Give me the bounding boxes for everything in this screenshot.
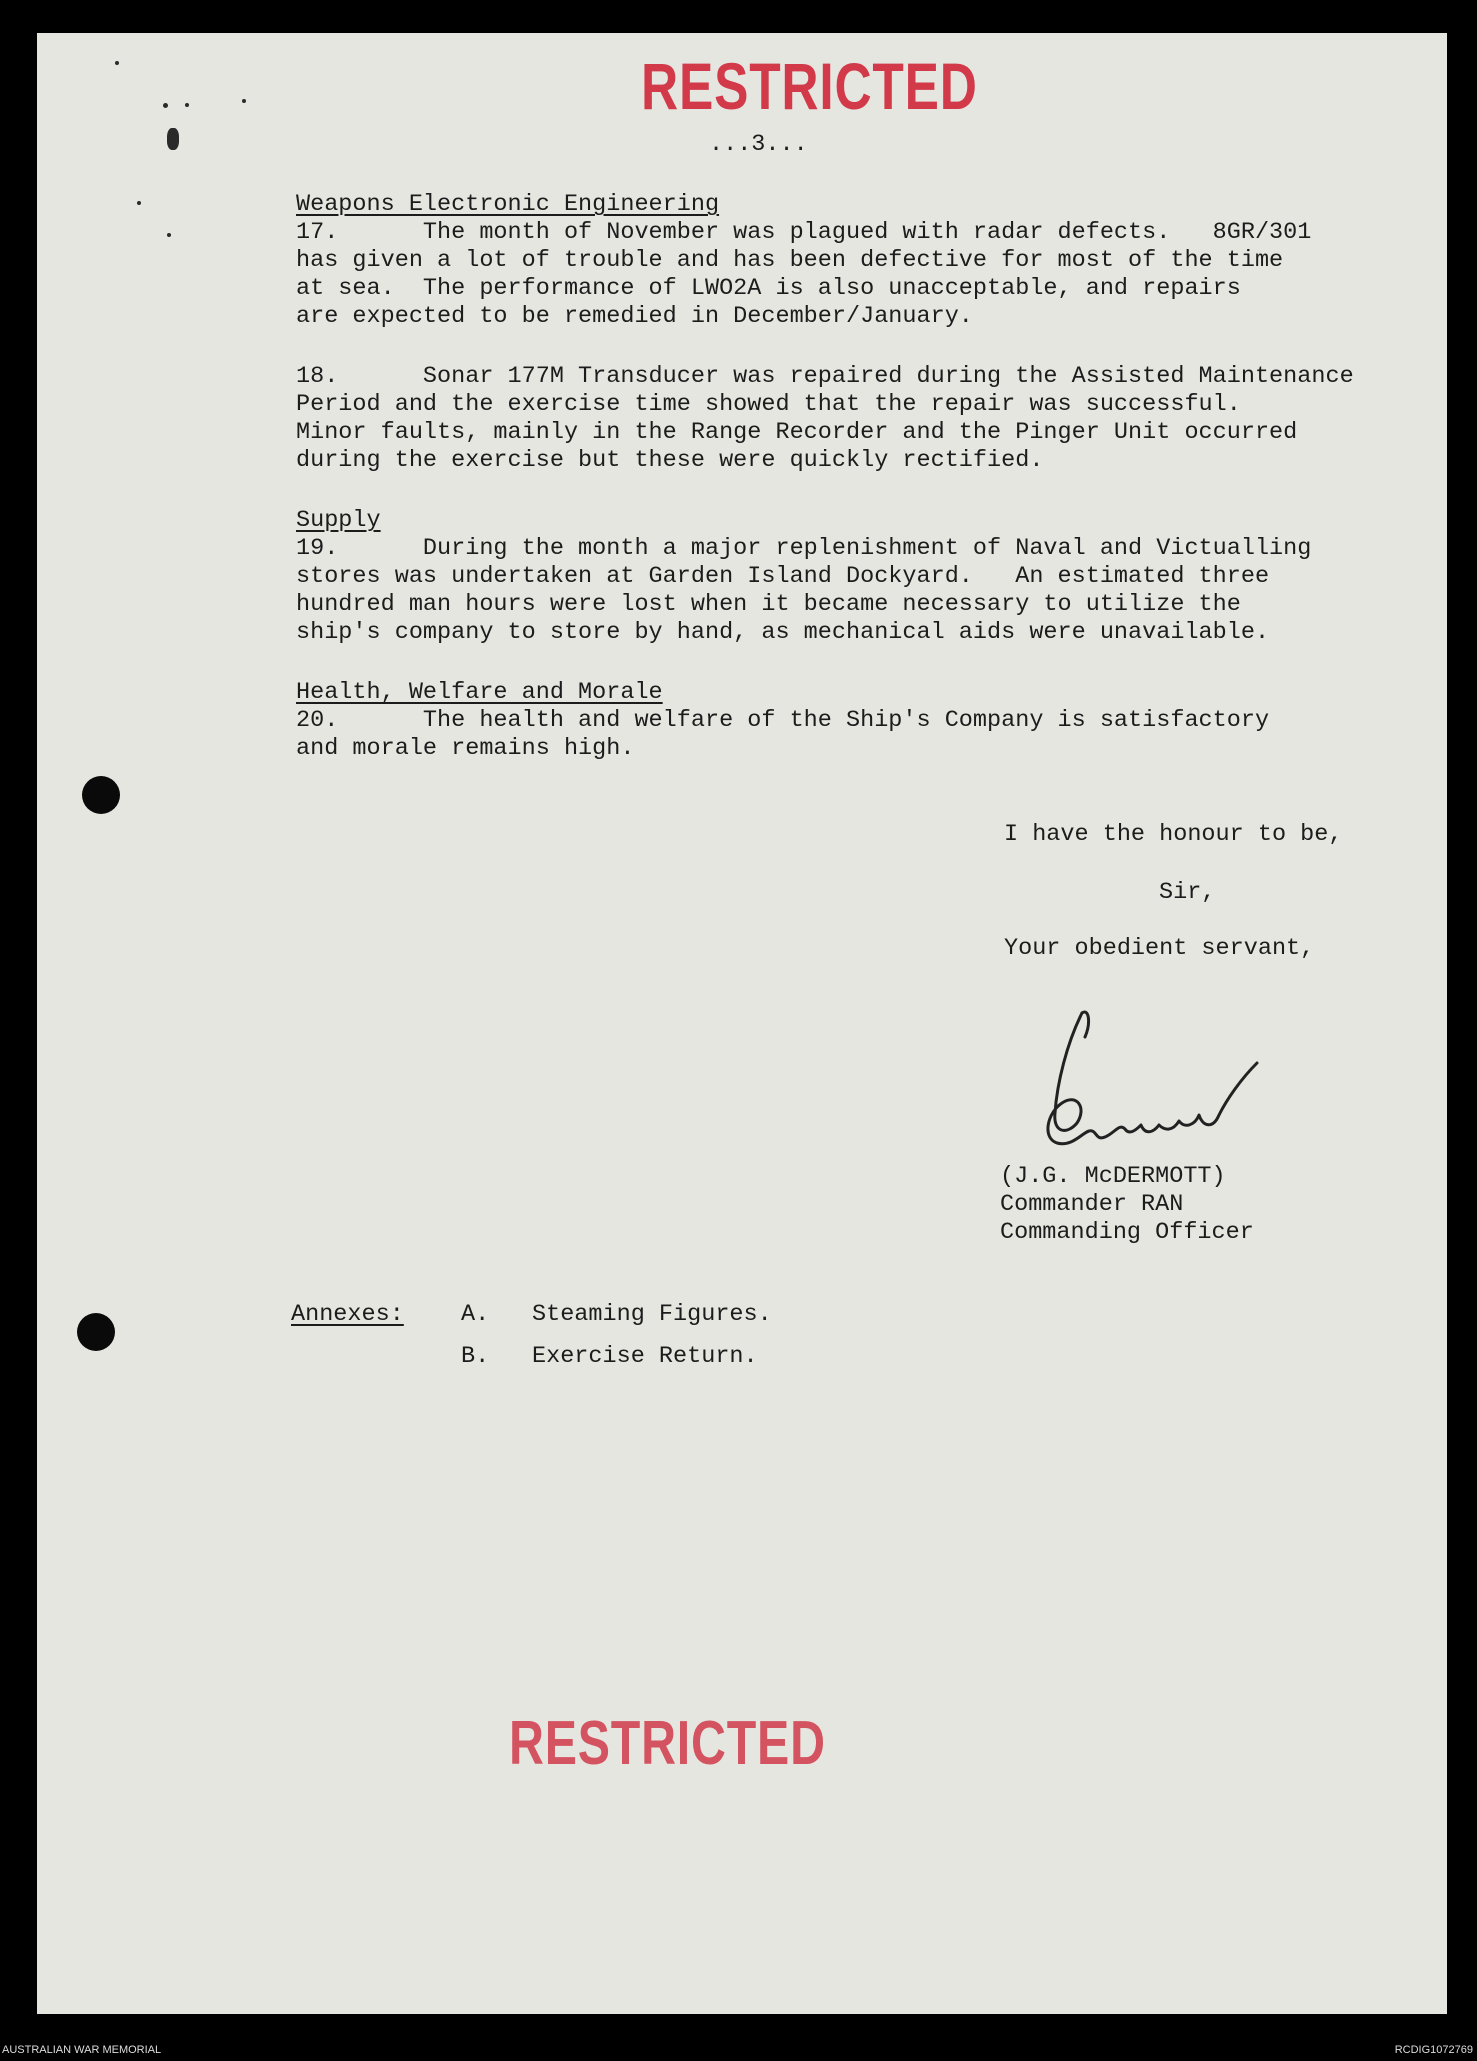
paper-speck [242,99,246,103]
restricted-stamp-top: RESTRICTED [641,49,978,123]
annex-item: Exercise Return. [532,1343,758,1370]
paper-speck [167,233,171,237]
paragraph-line: 20. The health and welfare of the Ship's Company is satisfactory [296,707,1270,734]
paragraph-line: 19. During the month a major replenishment of Naval and Victualling [296,535,1312,562]
annex-letter: B. [461,1343,490,1370]
annex-item: Steaming Figures. [532,1301,772,1328]
paragraph-line: during the exercise but these were quickly rectified. [296,447,1044,474]
restricted-stamp-bottom: RESTRICTED [509,1709,826,1778]
paragraph-line: at sea. The performance of LWO2A is also unacceptable, and repairs [296,275,1241,302]
archive-credit: AUSTRALIAN WAR MEMORIAL [2,2044,162,2056]
signatory-title: Commanding Officer [1000,1219,1254,1246]
paragraph-line: has given a lot of trouble and has been defective for most of the time [296,247,1284,274]
paper-speck [163,103,168,108]
signature [1027,1003,1287,1173]
closing-line: Your obedient servant, [1004,935,1315,962]
section-heading-weapons: Weapons Electronic Engineering [296,191,720,218]
paragraph-line: Minor faults, mainly in the Range Recorder and the Pinger Unit occurred [296,419,1298,446]
paper-speck [185,103,189,107]
closing-salutation: Sir, [1159,879,1216,906]
paragraph-line: Period and the exercise time showed that the repair was successful. [296,391,1241,418]
section-heading-health: Health, Welfare and Morale [296,679,663,706]
paper-speck [167,128,179,150]
section-heading-supply: Supply [296,507,381,534]
paragraph-line: 17. The month of November was plagued with radar defects. 8GR/301 [296,219,1312,246]
annexes-label: Annexes: [291,1301,404,1328]
archive-id: RCDIG1072769 [1394,2044,1473,2056]
paragraph-line: hundred man hours were lost when it became necessary to utilize the [296,591,1241,618]
paragraph-line: 18. Sonar 177M Transducer was repaired during the Assisted Maintenance [296,363,1354,390]
signatory-rank: Commander RAN [1000,1191,1184,1218]
paragraph-line: and morale remains high. [296,735,635,762]
paragraph-line: are expected to be remedied in December/January. [296,303,973,330]
document-page [37,33,1447,2014]
signatory-name: (J.G. McDERMOTT) [1000,1163,1226,1190]
paragraph-line: ship's company to store by hand, as mechanical aids were unavailable. [296,619,1270,646]
page-number: ...3... [709,131,808,158]
punch-hole [82,776,120,814]
paper-speck [137,201,141,205]
paragraph-line: stores was undertaken at Garden Island Dockyard. An estimated three [296,563,1270,590]
closing-line: I have the honour to be, [1004,821,1343,848]
paper-speck [115,61,119,65]
punch-hole [77,1313,115,1351]
annex-letter: A. [461,1301,490,1328]
